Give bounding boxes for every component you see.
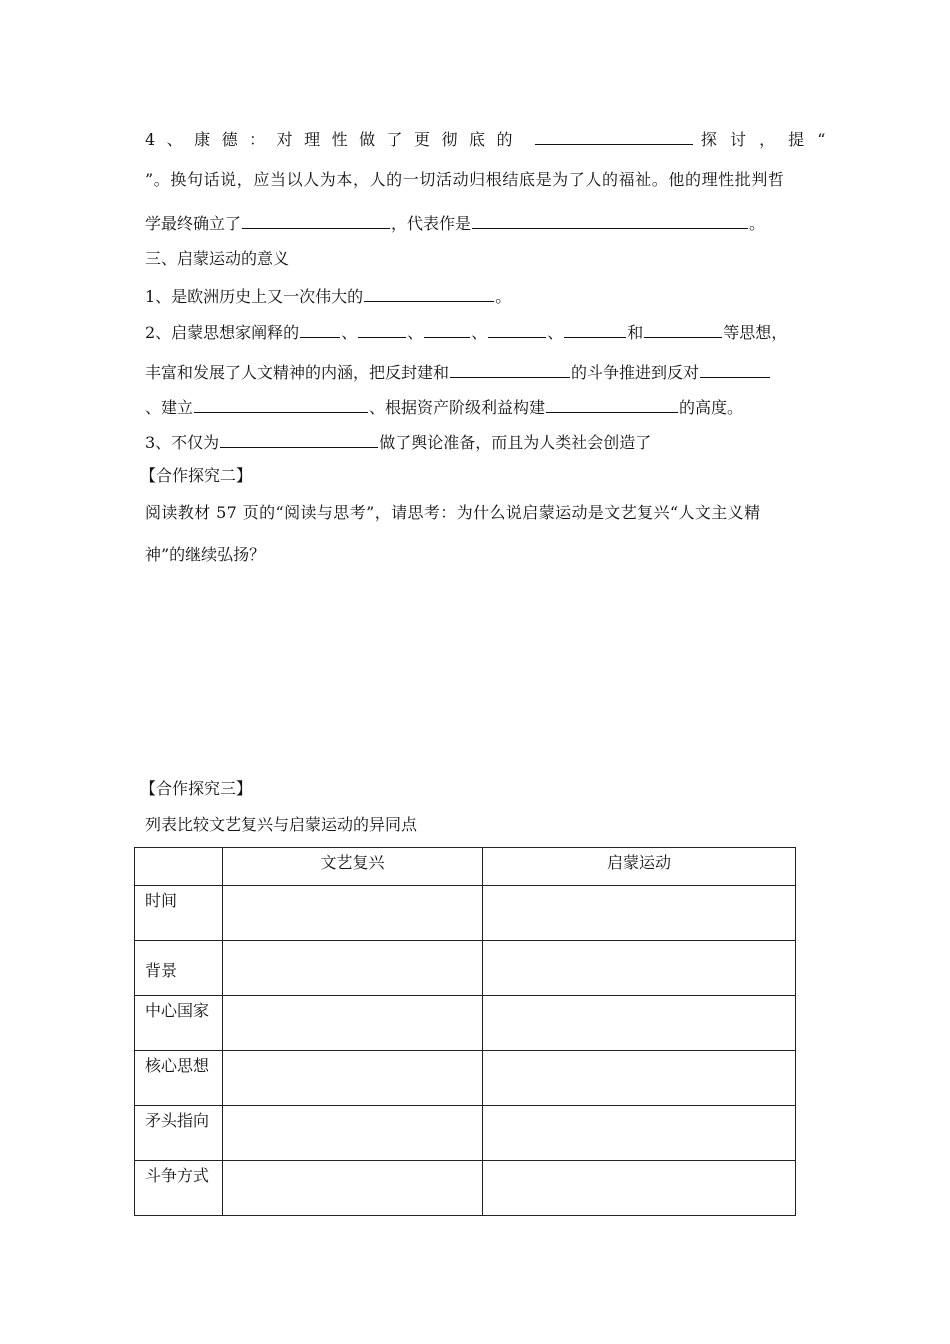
- item2-line3-b: 、根据资产阶级利益构建: [369, 398, 546, 417]
- table-cell-enlightenment[interactable]: [483, 886, 796, 941]
- table-cell-renaissance[interactable]: [223, 1161, 483, 1216]
- row-label-core-idea: 核心思想: [135, 1051, 223, 1106]
- item2-and: 和: [627, 323, 644, 342]
- significance-item1: [145, 285, 511, 305]
- comparison-table: [134, 847, 796, 1216]
- item4-line3-b: ，代表作是: [391, 214, 472, 233]
- item2-sep-2: 、: [407, 323, 424, 342]
- item1-text-b: 。: [495, 287, 512, 306]
- item2-sep-1: 、: [341, 323, 358, 342]
- blank-construct[interactable]: [546, 396, 678, 413]
- item2-text-b: 等思想，: [723, 323, 788, 342]
- item2-sep-4: 、: [547, 323, 564, 342]
- table-cell-renaissance[interactable]: [223, 886, 483, 941]
- blank-establish[interactable]: [194, 396, 368, 413]
- significance-item2-line3: [145, 396, 743, 416]
- table-header-renaissance: 文艺复兴: [223, 848, 483, 886]
- blank-idea-3[interactable]: [424, 321, 470, 338]
- item2-sep-3: 、: [471, 323, 488, 342]
- table-cell-renaissance[interactable]: [223, 1051, 483, 1106]
- inquiry-three-heading: 【合作探究三】: [140, 779, 253, 798]
- item4-line2: ”。换句话说，应当以人为本，人的一切活动归根结底是为了人的福祉。他的理性批判哲: [145, 170, 785, 189]
- item2-line2-a: 丰富和发展了人文精神的内涵，把反封建和: [145, 363, 450, 382]
- item3-text-a: 3、不仅为: [145, 433, 220, 452]
- blank-anti-feudal[interactable]: [450, 361, 570, 378]
- blank-idea-4[interactable]: [488, 321, 546, 338]
- significance-item2-line1: [145, 321, 787, 341]
- row-label-center-country: 中心国家: [135, 996, 223, 1051]
- inquiry-two-heading: 【合作探究二】: [140, 466, 253, 485]
- item4-line3: [145, 212, 765, 232]
- item3-text-b: 做了舆论准备，而且为人类社会创造了: [379, 433, 652, 452]
- significance-item3: [145, 431, 651, 451]
- row-label-target: 矛头指向: [135, 1106, 223, 1161]
- item4-text-b: 探 讨 ， 提 “: [700, 130, 830, 149]
- table-header-cell-empty: [135, 848, 223, 886]
- significance-item2-line2: [145, 361, 771, 381]
- table-cell-enlightenment[interactable]: [483, 996, 796, 1051]
- table-row: [135, 996, 796, 1051]
- blank-kant-established[interactable]: [242, 212, 390, 229]
- blank-idea-1[interactable]: [300, 321, 340, 338]
- item2-line3-c: 的高度。: [679, 398, 744, 417]
- table-row: [135, 1106, 796, 1161]
- inquiry-two-question-line1: 阅读教材 57 页的“阅读与思考”，请思考：为什么说启蒙运动是文艺复兴“人文主义精: [145, 503, 761, 522]
- table-cell-enlightenment[interactable]: [483, 1106, 796, 1161]
- blank-great-movement[interactable]: [364, 285, 494, 302]
- blank-idea-2[interactable]: [358, 321, 406, 338]
- item2-line2-b: 的斗争推进到反对: [571, 363, 700, 382]
- inquiry-two-question-line2: 神”的继续弘扬？: [145, 545, 266, 564]
- table-row: [135, 1161, 796, 1216]
- blank-idea-6[interactable]: [644, 321, 722, 338]
- row-label-method: 斗争方式: [135, 1161, 223, 1216]
- section-heading-significance: 三、启蒙运动的意义: [145, 249, 290, 268]
- table-header-row: [135, 848, 796, 886]
- table-row: [135, 941, 796, 996]
- item4-text-a: 4 、 康 德 ： 对 理 性 做 了 更 彻 底 的: [145, 130, 516, 149]
- blank-public-opinion[interactable]: [220, 431, 378, 448]
- item2-line3-a: 、建立: [145, 398, 194, 417]
- item4-line3-c: 。: [749, 214, 766, 233]
- row-label-background: 背景: [135, 941, 223, 996]
- table-cell-renaissance[interactable]: [223, 1106, 483, 1161]
- item4-line1: [145, 128, 829, 148]
- table-cell-enlightenment[interactable]: [483, 1051, 796, 1106]
- table-cell-enlightenment[interactable]: [483, 1161, 796, 1216]
- table-row: [135, 886, 796, 941]
- item4-line3-a: 学最终确立了: [145, 214, 242, 233]
- blank-oppose[interactable]: [700, 361, 770, 378]
- row-label-time: 时间: [135, 886, 223, 941]
- item1-text-a: 1、是欧洲历史上又一次伟大的: [145, 287, 364, 306]
- blank-idea-5[interactable]: [564, 321, 626, 338]
- table-header-enlightenment: 启蒙运动: [483, 848, 796, 886]
- table-cell-renaissance[interactable]: [223, 996, 483, 1051]
- inquiry-three-instruction: 列表比较文艺复兴与启蒙运动的异同点: [145, 815, 418, 834]
- table-cell-enlightenment[interactable]: [483, 941, 796, 996]
- item2-text-a: 2、启蒙思想家阐释的: [145, 323, 300, 342]
- table-row: [135, 1051, 796, 1106]
- blank-kant-works[interactable]: [472, 212, 748, 229]
- blank-kant-topic[interactable]: [535, 128, 693, 145]
- table-cell-renaissance[interactable]: [223, 941, 483, 996]
